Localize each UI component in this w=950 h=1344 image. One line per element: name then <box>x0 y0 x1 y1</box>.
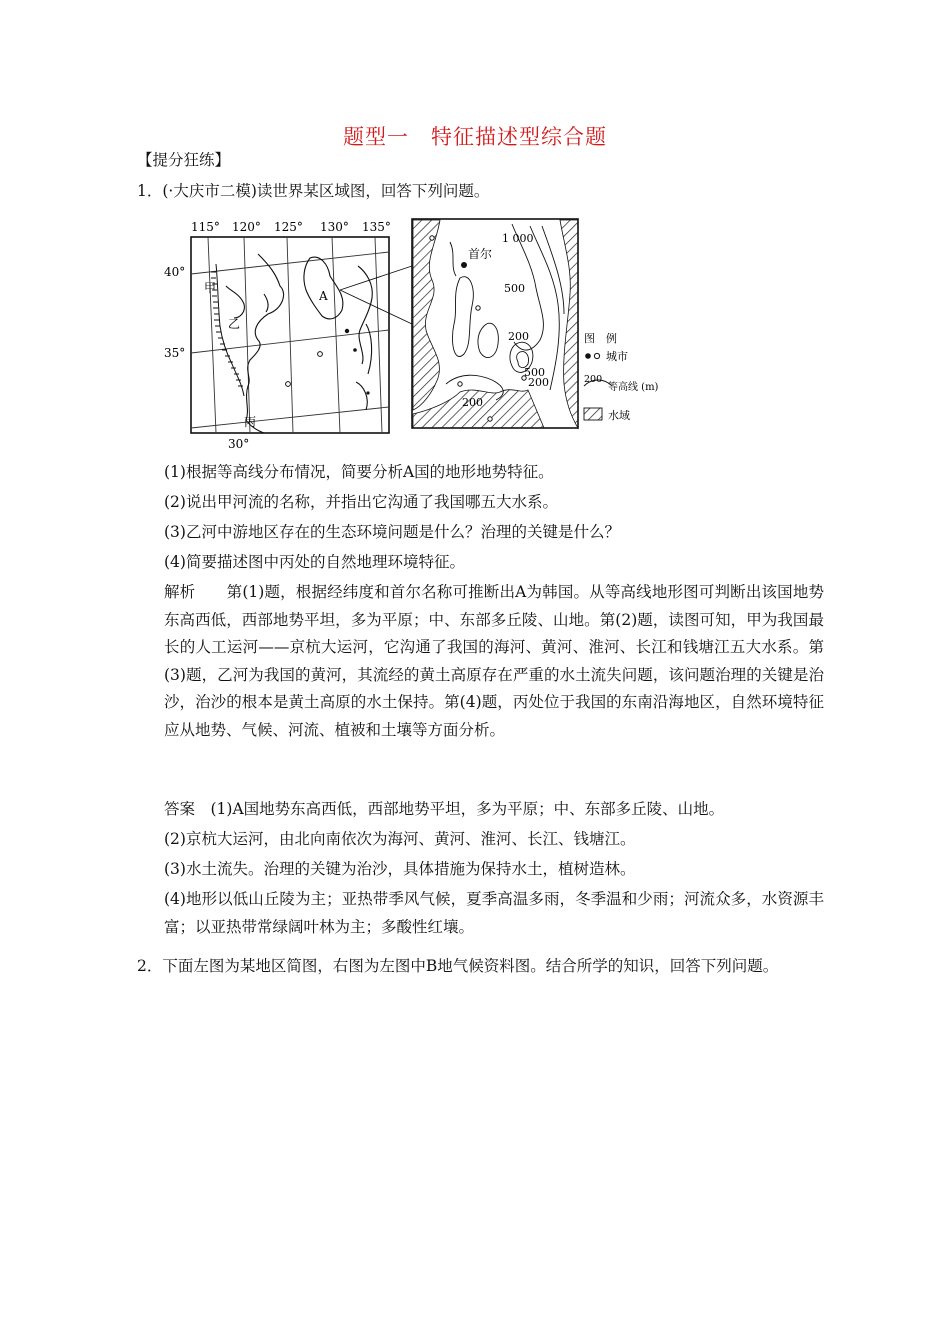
legend-water-label: 水域 <box>608 409 630 422</box>
lon-label: 120° <box>232 220 261 234</box>
contour-label: 500 <box>524 366 545 379</box>
legend-city-filled <box>585 353 591 359</box>
lat-label: 40° <box>164 265 186 279</box>
map-svg <box>160 214 659 454</box>
label-yi: 乙 <box>228 317 241 331</box>
island-mark <box>345 329 349 333</box>
question-1-part-2: (2)说出甲河流的名称，并指出它沟通了我国哪五大水系。 <box>164 493 558 511</box>
lat-label: 30° <box>228 437 250 451</box>
section-label: 【提分狂练】 <box>137 151 231 169</box>
legend-title: 图 例 <box>584 332 617 345</box>
contour-label: 500 <box>504 282 525 295</box>
city-marker <box>430 236 434 240</box>
legend-contour-value: 200 <box>584 374 603 385</box>
question-1-part-1: (1)根据等高线分布情况，简要分析A国的地形地势特征。 <box>164 463 554 481</box>
question-1-part-4: (4)简要描述图中丙处的自然地理环境特征。 <box>164 553 465 571</box>
legend-contour-label: 等高线 (m) <box>608 382 659 393</box>
lon-label: 125° <box>274 220 303 234</box>
contour-label: 1 000 <box>502 232 534 245</box>
page-title: 题型一 特征描述型综合题 <box>343 125 607 149</box>
city-marker <box>318 352 323 357</box>
label-bing: 丙 <box>244 415 257 429</box>
contour-label: 200 <box>462 396 483 409</box>
question-1-part-3: (3)乙河中游地区存在的生态环境问题是什么？治理的关键是什么？ <box>164 523 620 541</box>
island-mark <box>366 391 369 394</box>
city-marker <box>458 382 462 386</box>
lat-label: 35° <box>164 346 186 360</box>
question-2-stem: 2．下面左图为某地区简图，右图为左图中B地气候资料图。结合所学的知识，回答下列问题。 <box>137 957 779 975</box>
answer-2: (2)京杭大运河，由北向南依次为海河、黄河、淮河、长江、钱塘江。 <box>164 830 636 848</box>
legend-city-label: 城市 <box>606 350 628 363</box>
label-jia: 甲 <box>204 281 217 295</box>
contour-label: 200 <box>528 376 549 389</box>
city-marker <box>476 306 480 310</box>
contour-label: 200 <box>508 330 529 343</box>
answer-4: (4)地形以低山丘陵为主；亚热带季风气候，夏季高温多雨，冬季温和少雨；河流众多，水资源丰富；以亚热带常绿阔叶林为主；多酸性红壤。 <box>164 890 824 936</box>
answer-3: (3)水土流失。治理的关键为治沙，具体措施为保持水土，植树造林。 <box>164 860 636 878</box>
analysis-paragraph: 解析 第(1)题，根据经纬度和首尔名称可推断出A为韩国。从等高线地形图可判断出该国地势东高西低，西部地势平坦，多为平原；中、东部多丘陵、山地。第(2)题，读图可知，甲为我国最长的人工运河——京杭大运河，它沟通了我国的海河、黄河、淮河、长江和钱塘江五大水系。第(3)题，乙河为我国的黄河，其流经的黄土高原存在严重的水土流失问题，该问题治理的关键是治沙，治沙的根本是黄土高原的水土保持。第(4)题，丙处位于我国的东南沿海地区，自然环境特征应从地势、气候、河流、植被和土壤等方面分析。 <box>164 583 824 739</box>
region-map-figure <box>160 214 659 454</box>
city-seoul-marker <box>461 262 467 268</box>
lon-label: 130° <box>320 220 349 234</box>
island-mark <box>353 348 357 352</box>
map-legend <box>584 331 659 422</box>
label-a: A <box>319 289 328 303</box>
lon-label: 135° <box>362 220 391 234</box>
city-marker <box>286 382 291 387</box>
legend-water-symbol <box>584 408 602 420</box>
city-label: 首尔 <box>468 247 493 261</box>
left-map <box>164 220 412 451</box>
answer-1: 答案 (1)A国地势东高西低，西部地势平坦，多为平原；中、东部多丘陵、山地。 <box>164 800 725 818</box>
legend-city-open <box>594 353 599 358</box>
question-1-stem: 1．(·大庆市二模)读世界某区域图，回答下列问题。 <box>137 182 490 200</box>
lon-label: 115° <box>191 220 220 234</box>
right-map <box>412 219 578 428</box>
city-marker <box>488 417 492 421</box>
